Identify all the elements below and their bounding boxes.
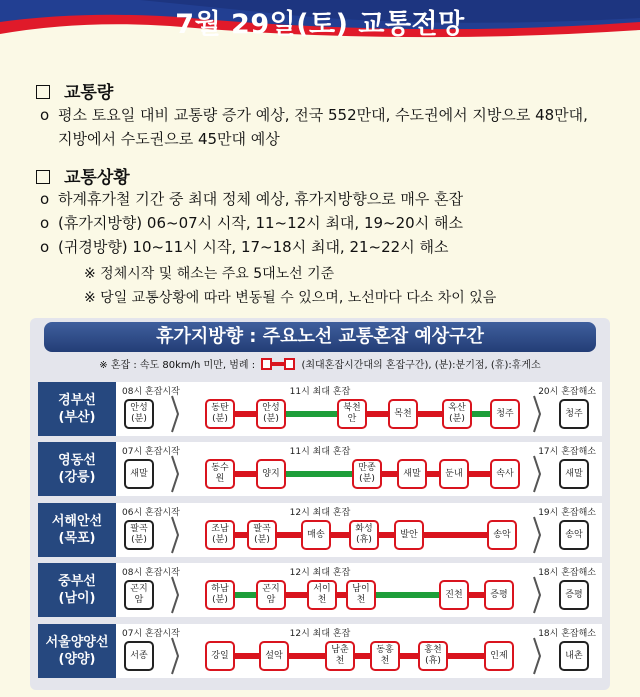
start-node: [124, 520, 154, 550]
node-label: 남이천: [352, 584, 370, 605]
node-label: 안성: [262, 403, 280, 413]
congestion-segment: [367, 471, 505, 477]
node-label: 설악: [265, 650, 283, 661]
node-label: 동수원: [211, 463, 229, 484]
panel-legend: ※ 혼잡 : 속도 80km/h 미만, 범례 : (최대혼잡시간대의 혼잡구간), (분):분기점, (휴):휴게소: [99, 360, 541, 371]
bracket-right-icon: [532, 575, 542, 615]
node-label: 증평: [565, 589, 583, 600]
end-node: [559, 641, 589, 671]
end-node: [559, 459, 589, 489]
panel-title: 휴가지방향 : 주요노선 교통혼잡 예상구간: [44, 322, 596, 352]
route-name-line: (부산): [58, 410, 96, 425]
bracket-right-icon: [532, 394, 542, 434]
node-label: 청주: [496, 408, 514, 419]
node-label: 증평: [490, 589, 508, 600]
route-node: [439, 580, 469, 610]
node-label: 새말: [403, 468, 421, 479]
node-label: 내촌: [565, 650, 583, 661]
congestion-segment: [211, 653, 499, 659]
route-node: [205, 520, 235, 550]
route-name-line: 영동선: [58, 453, 96, 468]
route-node: [484, 580, 514, 610]
legend-swatch-icon: [261, 358, 295, 370]
node-label: 새말: [130, 468, 148, 479]
node-label: 양지: [262, 468, 280, 479]
route-name-line: 서울양양선: [45, 635, 109, 650]
node-label: (분): [263, 414, 279, 424]
peak-label: 12시 최대 혼잡: [289, 568, 351, 578]
peak-label: 11시 최대 혼잡: [289, 447, 351, 457]
route-row: [38, 382, 602, 436]
route-node: [397, 459, 427, 489]
node-label: 만종: [358, 463, 376, 473]
route-node: [205, 580, 235, 610]
node-label: 목천: [394, 408, 412, 419]
end-node: [559, 520, 589, 550]
route-node: [442, 399, 472, 429]
end-label: 18시 혼잡해소: [538, 629, 596, 639]
route-node: [418, 641, 448, 671]
start-node: [124, 580, 154, 610]
route-node: [256, 580, 286, 610]
header-banner: [0, 0, 640, 52]
situation-line-1: o 하계휴가철 기간 중 최대 정체 예상, 휴가지방향으로 매우 혼잡: [40, 190, 464, 208]
route-name-line: (목포): [58, 531, 96, 546]
route-node: [484, 641, 514, 671]
route-node: [247, 520, 277, 550]
route-node: [301, 520, 331, 550]
note-1: ※ 정체시작 및 해소는 주요 5대노선 기준: [84, 266, 335, 282]
route-node: [259, 641, 289, 671]
node-label: 강일: [211, 650, 229, 661]
node-label: (휴): [356, 535, 372, 545]
node-label: 서이천: [313, 584, 331, 605]
node-label: 발안: [400, 529, 418, 540]
peak-label: 11시 최대 혼잡: [289, 387, 351, 397]
bracket-right-icon: [532, 636, 542, 676]
route-name-line: (남이): [58, 591, 96, 606]
route-row: [38, 563, 602, 617]
route-name-line: 경부선: [58, 393, 96, 408]
start-node: [124, 459, 154, 489]
route-name-line: 중부선: [58, 574, 96, 589]
route-node: [388, 399, 418, 429]
route-node: [205, 459, 235, 489]
route-node: [439, 459, 469, 489]
bracket-right-icon: [532, 515, 542, 555]
node-label: 송악: [565, 529, 583, 540]
node-label: 곤지암: [262, 584, 280, 605]
end-label: 17시 혼잡해소: [538, 447, 596, 457]
node-label: 둔내: [445, 468, 463, 479]
peak-label: 12시 최대 혼잡: [289, 629, 351, 639]
route-node: [346, 580, 376, 610]
bracket-right-icon: [532, 454, 542, 494]
start-label: 08시 혼잡시작: [122, 387, 180, 397]
node-label: 조남: [211, 524, 229, 534]
node-label: (분): [212, 535, 228, 545]
route-node: [490, 459, 520, 489]
route-node: [205, 641, 235, 671]
section-title-traffic-situation: 교통상황: [36, 163, 130, 188]
route-node: [256, 399, 286, 429]
page-title: 7월 29일(토) 교통전망: [175, 9, 465, 40]
bracket-left-icon: [170, 575, 180, 615]
node-label: 북천안: [343, 403, 361, 424]
route-node: [349, 520, 379, 550]
bracket-left-icon: [170, 394, 180, 434]
start-label: 07시 혼잡시작: [122, 447, 180, 457]
route-node: [490, 399, 520, 429]
node-label: 청주: [565, 408, 583, 419]
end-label: 20시 혼잡해소: [538, 387, 596, 397]
route-row: [38, 442, 602, 496]
volume-line-2: 지방에서 수도권으로 45만대 예상: [58, 130, 280, 148]
start-label: 07시 혼잡시작: [122, 629, 180, 639]
node-label: (분): [131, 414, 147, 424]
node-label: 안성: [130, 403, 148, 413]
node-label: 동홍천: [376, 645, 394, 666]
route-name-line: 서해안선: [51, 514, 103, 529]
route-node: [205, 399, 235, 429]
node-label: (분): [254, 535, 270, 545]
node-label: (휴): [425, 656, 441, 666]
section-title-traffic-volume: 교통량: [36, 78, 113, 103]
route-node: [487, 520, 517, 550]
node-label: 팔곡: [130, 524, 148, 534]
node-label: 서종: [130, 650, 148, 661]
node-label: (분): [449, 414, 465, 424]
node-label: 매송: [307, 529, 325, 540]
node-label: 팔곡: [253, 524, 271, 534]
node-label: 동탄: [211, 403, 229, 413]
situation-line-2: o (휴가지방향) 06~07시 시작, 11~12시 최대, 19~20시 해소: [40, 214, 463, 232]
bracket-left-icon: [170, 636, 180, 676]
node-label: 곤지암: [130, 584, 148, 605]
route-row: [38, 624, 602, 678]
node-label: 홍천: [424, 645, 442, 655]
route-name-line: (양양): [58, 652, 96, 667]
node-label: (분): [212, 595, 228, 605]
node-label: 남춘천: [331, 645, 349, 666]
end-label: 18시 혼잡해소: [538, 568, 596, 578]
node-label: 화성: [355, 524, 373, 534]
node-label: 진천: [445, 589, 463, 600]
start-node: [124, 641, 154, 671]
situation-line-3: o (귀경방향) 10~11시 시작, 17~18시 최대, 21~22시 해소: [40, 238, 449, 256]
route-node: [307, 580, 337, 610]
route-node: [394, 520, 424, 550]
node-label: 하남: [211, 584, 229, 594]
node-label: (분): [359, 474, 375, 484]
node-label: 옥산: [448, 403, 466, 413]
route-row: [38, 503, 602, 557]
node-label: 속사: [496, 468, 514, 479]
start-label: 08시 혼잡시작: [122, 568, 180, 578]
route-node: [256, 459, 286, 489]
node-label: (분): [131, 535, 147, 545]
node-label: 송악: [493, 529, 511, 540]
node-label: 인제: [490, 650, 508, 661]
note-2: ※ 당일 교통상황에 따라 변동될 수 있으며, 노선마다 다소 차이 있음: [84, 290, 497, 306]
route-node: [352, 459, 382, 489]
volume-line-1: o 평소 토요일 대비 교통량 증가 예상, 전국 552만대, 수도권에서 지방으로 48만대,: [40, 106, 588, 124]
route-node: [370, 641, 400, 671]
route-name-line: (강릉): [58, 470, 96, 485]
peak-label: 12시 최대 혼잡: [289, 508, 351, 518]
route-node: [325, 641, 355, 671]
node-label: (분): [212, 414, 228, 424]
bracket-left-icon: [170, 454, 180, 494]
start-label: 06시 혼잡시작: [122, 508, 180, 518]
bracket-left-icon: [170, 515, 180, 555]
end-label: 19시 혼잡해소: [538, 508, 596, 518]
end-node: [559, 580, 589, 610]
start-node: [124, 399, 154, 429]
route-node: [337, 399, 367, 429]
end-node: [559, 399, 589, 429]
node-label: 새말: [565, 468, 583, 479]
